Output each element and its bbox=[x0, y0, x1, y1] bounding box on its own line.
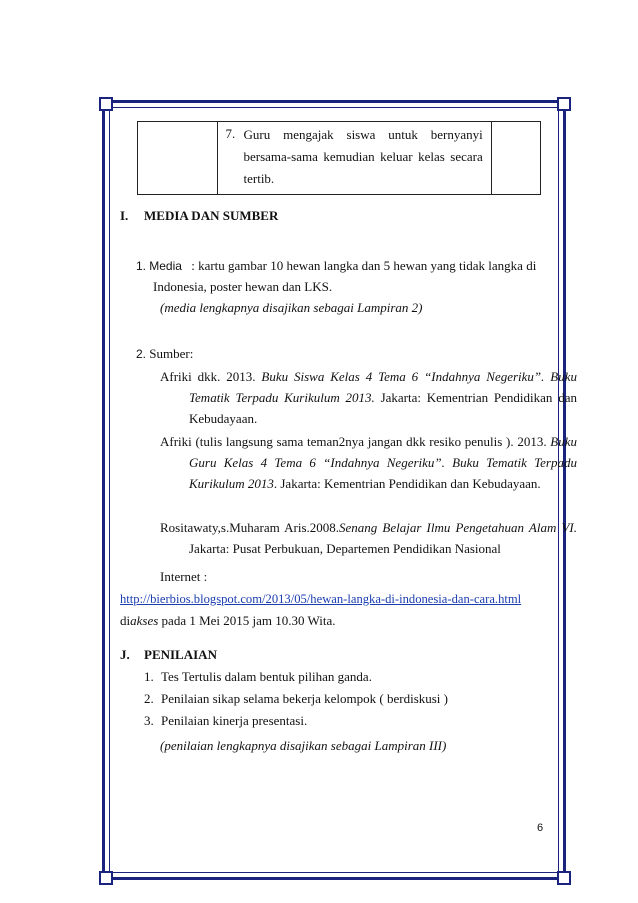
list-item bbox=[144, 689, 448, 709]
reference-title: Senang Belajar Ilmu Pengetahuan Alam VI. bbox=[339, 520, 577, 535]
table-cell-empty bbox=[138, 122, 218, 195]
reference-entry bbox=[160, 517, 577, 559]
section-roman: J. bbox=[120, 647, 130, 662]
section-heading-penilaian bbox=[120, 645, 217, 665]
table-cell-step bbox=[217, 122, 491, 195]
reference-title: Buku Siswa Kelas 4 Tema 6 “Indahnya Negeriku”. Buku Tematik Terpadu Kurikulum 2013. bbox=[189, 369, 577, 405]
sumber-label: Sumber: bbox=[149, 346, 194, 361]
step-number: 7. bbox=[225, 126, 236, 141]
sumber-item bbox=[136, 344, 193, 364]
reference-publisher: . Jakarta: Kementrian Pendidikan dan Kebudayaan. bbox=[273, 476, 541, 491]
list-item bbox=[144, 711, 307, 731]
access-date bbox=[120, 611, 336, 631]
reference-title: Buku Guru Kelas 4 Tema 6 “Indahnya Negeriku”. Buku Tematik Terpadu Kurikulum 2013 bbox=[189, 434, 577, 491]
list-number: 2. bbox=[144, 691, 154, 706]
list-number: 2. bbox=[136, 347, 147, 361]
reference-author: Afriki (tulis langsung sama teman2nya jangan dkk resiko penulis ). 2013. bbox=[160, 434, 551, 449]
reference-entry bbox=[160, 366, 577, 429]
list-number: 1. bbox=[136, 259, 147, 273]
step-text: Guru mengajak siswa untuk bernyanyi bersama-sama kemudian keluar kelas secara tertib. bbox=[243, 127, 483, 186]
section-title: PENILAIAN bbox=[144, 647, 217, 662]
table-row bbox=[138, 122, 541, 195]
reference-author: Afriki dkk. 2013. bbox=[160, 369, 262, 384]
list-item-text: Tes Tertulis dalam bentuk pilihan ganda. bbox=[161, 669, 372, 684]
section-title: MEDIA DAN SUMBER bbox=[144, 208, 279, 223]
list-number: 1. bbox=[144, 669, 154, 684]
access-prefix: di bbox=[120, 613, 131, 628]
media-text-line2: Indonesia, poster hewan dan LKS. bbox=[153, 279, 333, 294]
media-note: (media lengkapnya disajikan sebagai Lampiran 2) bbox=[160, 300, 423, 315]
page-number: 6 bbox=[537, 822, 544, 834]
reference-publisher: Jakarta: Kementrian Pendidikan dan Kebudayaan. bbox=[189, 390, 577, 426]
activity-table bbox=[137, 121, 541, 195]
media-item bbox=[136, 256, 548, 276]
internet-label: Internet : bbox=[160, 569, 208, 584]
reference-url-link[interactable]: http://bierbios.blogspot.com/2013/05/hewan-langka-di-indonesia-dan-cara.html bbox=[120, 592, 522, 606]
media-label: Media bbox=[149, 259, 182, 273]
access-rest: pada 1 Mei 2015 jam 10.30 Wita. bbox=[158, 613, 336, 628]
list-item bbox=[144, 667, 372, 687]
table-cell-empty bbox=[491, 122, 540, 195]
section-roman: I. bbox=[120, 208, 129, 223]
access-italic: akses bbox=[130, 613, 159, 628]
list-item-text: Penilaian sikap selama bekerja kelompok ( berdiskusi ) bbox=[161, 691, 449, 706]
reference-author: Rositawaty,s.Muharam Aris.2008. bbox=[160, 520, 340, 535]
section-heading-media bbox=[120, 206, 278, 226]
reference-publisher: Jakarta: Pusat Perbukuan, Departemen Pendidikan Nasional bbox=[189, 541, 501, 556]
list-number: 3. bbox=[144, 713, 154, 728]
media-text-line1: : kartu gambar 10 hewan langka dan 5 hewan yang tidak langka di bbox=[191, 258, 537, 273]
penilaian-note: (penilaian lengkapnya disajikan sebagai Lampiran III) bbox=[160, 738, 447, 753]
reference-entry bbox=[160, 431, 577, 494]
list-item-text: Penilaian kinerja presentasi. bbox=[161, 713, 308, 728]
